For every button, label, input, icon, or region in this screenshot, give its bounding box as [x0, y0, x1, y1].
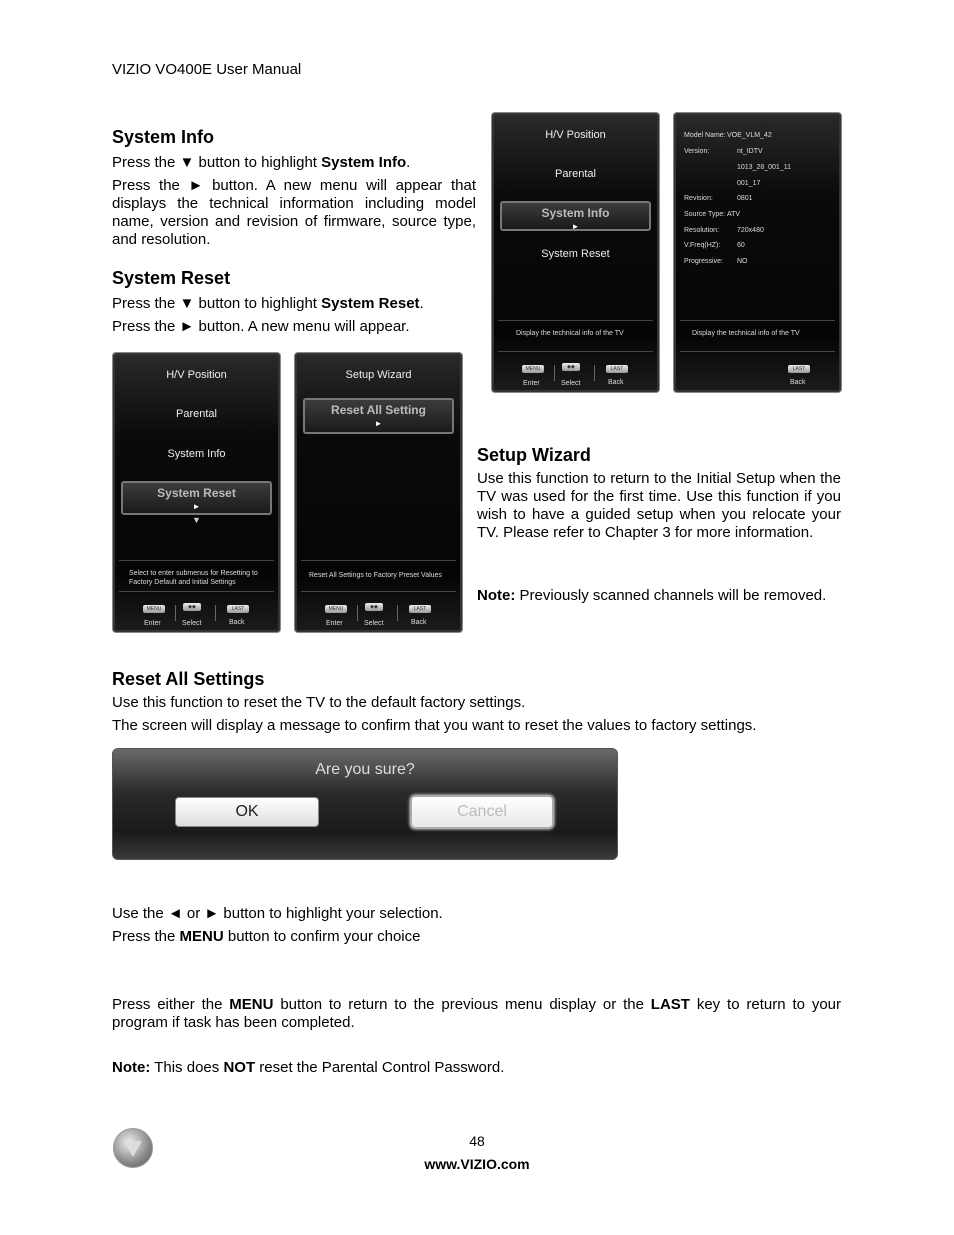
footer-url: www.VIZIO.com — [424, 1156, 530, 1172]
divider — [301, 591, 456, 592]
last-key-icon: LAST — [409, 605, 431, 613]
divider — [119, 591, 274, 592]
dialog-question: Are you sure? — [315, 761, 415, 778]
back-label: Back — [229, 619, 245, 626]
back-label: Back — [790, 379, 806, 386]
ok-button[interactable]: OK — [175, 797, 319, 827]
info-row: Version: nt_IDTV — [684, 148, 763, 155]
menu-item-hv-position: H/V Position — [545, 129, 606, 141]
menu-item-parental: Parental — [555, 168, 596, 180]
divider — [680, 351, 835, 352]
separator — [594, 365, 595, 381]
screen-description: Reset All Settings to Factory Preset Values — [309, 572, 442, 579]
instruction-highlight: Use the ◄ or ► button to highlight your selection. — [112, 905, 443, 922]
setup-wizard-description: Use this function to return to the Initial Setup when the TV was used for the first time. Use this function if you wish to have a guided setup when you relocate your TV. Please refer to Chapter 3 for more information. — [477, 470, 841, 541]
menu-item-system-reset: System Reset — [541, 248, 610, 260]
menu-item-system-info-selected: System Info ► — [500, 201, 651, 231]
right-arrow-icon: ► — [192, 502, 201, 511]
confirm-dialog — [112, 748, 618, 860]
enter-label: Enter — [326, 620, 343, 627]
tv-screen-system-reset-menu — [112, 352, 281, 633]
page-number: 48 — [469, 1133, 485, 1149]
info-row: Resolution: 720x480 — [684, 227, 764, 234]
separator — [554, 365, 555, 381]
cancel-button[interactable]: Cancel — [410, 795, 554, 829]
arrows-key-icon: ◆◆ — [365, 603, 383, 611]
arrows-key-icon: ◆◆ — [562, 363, 580, 371]
select-label: Select — [561, 380, 581, 387]
setup-wizard-heading: Setup Wizard — [477, 445, 591, 465]
setup-wizard-note: Note: Previously scanned channels will be removed. — [477, 587, 827, 604]
scroll-down-icon: ▼ — [192, 515, 201, 525]
system-info-heading: System Info — [112, 127, 215, 147]
last-key-icon: LAST — [227, 605, 249, 613]
system-reset-step2: Press the ► button. A new menu will appear. — [112, 318, 410, 335]
info-row: V.Freq(HZ): 60 — [684, 242, 745, 249]
select-label: Select — [364, 620, 384, 627]
menu-item-reset-all-setting-selected: Reset All Setting ► — [303, 398, 454, 434]
menu-item-system-reset-selected: System Reset ► — [121, 481, 272, 515]
tv-screen-system-info-menu — [491, 112, 660, 393]
enter-label: Enter — [523, 380, 540, 387]
separator — [175, 605, 176, 621]
right-arrow-icon: ► — [571, 222, 580, 231]
screen-description: Display the technical info of the TV — [516, 330, 624, 337]
parental-note: Note: This does NOT reset the Parental Control Password. — [112, 1059, 505, 1076]
separator — [397, 605, 398, 621]
system-info-step2: Press the ► button. A new menu will appear that displays the technical information including model name, version and revision of firmware, source type, and resolution. — [112, 177, 476, 248]
last-key-icon: LAST — [606, 365, 628, 373]
info-row: Model Name: VOE_VLM_42 — [684, 132, 772, 139]
menu-key-icon: MENU — [325, 605, 347, 613]
system-reset-heading: System Reset — [112, 268, 231, 288]
separator — [357, 605, 358, 621]
tv-screen-system-info-details: Model Name: VOE_VLM_42 Version: nt_IDTV 1013_28_001_11 001_17 Revision: 0801 Source Type: ATV Resolution: 720x480 V.Freq(HZ): 60 Progressive: NO Display the technical info of the TV LAST Back — [673, 112, 842, 393]
menu-key-icon: MENU — [143, 605, 165, 613]
screen-description: Select to enter submenus for Resetting to Factory Default and Initial Settings — [129, 570, 258, 586]
arrows-key-icon: ◆◆ — [183, 603, 201, 611]
back-label: Back — [608, 379, 624, 386]
instruction-confirm: Press the MENU button to confirm your choice — [112, 928, 421, 945]
reset-all-p2: The screen will display a message to confirm that you want to reset the values to factory settings. — [112, 717, 757, 734]
info-row: Source Type: ATV — [684, 211, 741, 218]
menu-item-hv-position: H/V Position — [166, 369, 227, 381]
info-row: Revision: 0801 — [684, 195, 753, 202]
divider — [680, 320, 835, 321]
divider — [498, 320, 653, 321]
system-reset-step1: Press the ▼ button to highlight System Reset. — [112, 295, 424, 312]
manual-header: VIZIO VO400E User Manual — [112, 61, 302, 78]
select-label: Select — [182, 620, 202, 627]
info-row: Progressive: NO — [684, 258, 748, 265]
menu-item-setup-wizard: Setup Wizard — [345, 369, 412, 381]
reset-all-p1: Use this function to reset the TV to the default factory settings. — [112, 694, 526, 711]
menu-item-parental: Parental — [176, 408, 217, 420]
right-arrow-icon: ► — [374, 419, 383, 428]
tv-screen-reset-submenu — [294, 352, 463, 633]
last-key-icon: LAST — [788, 365, 810, 373]
reset-all-heading: Reset All Settings — [112, 669, 265, 689]
instruction-return: Press either the MENU button to return to the previous menu display or the LAST key to return to your program if task has been completed. — [112, 996, 841, 1031]
screen-description: Display the technical info of the TV — [692, 330, 800, 337]
divider — [498, 351, 653, 352]
menu-item-system-info: System Info — [167, 448, 226, 460]
enter-label: Enter — [144, 620, 161, 627]
menu-key-icon: MENU — [522, 365, 544, 373]
separator — [215, 605, 216, 621]
divider — [119, 560, 274, 561]
back-label: Back — [411, 619, 427, 626]
divider — [301, 560, 456, 561]
system-info-step1: Press the ▼ button to highlight System Info. — [112, 154, 411, 171]
